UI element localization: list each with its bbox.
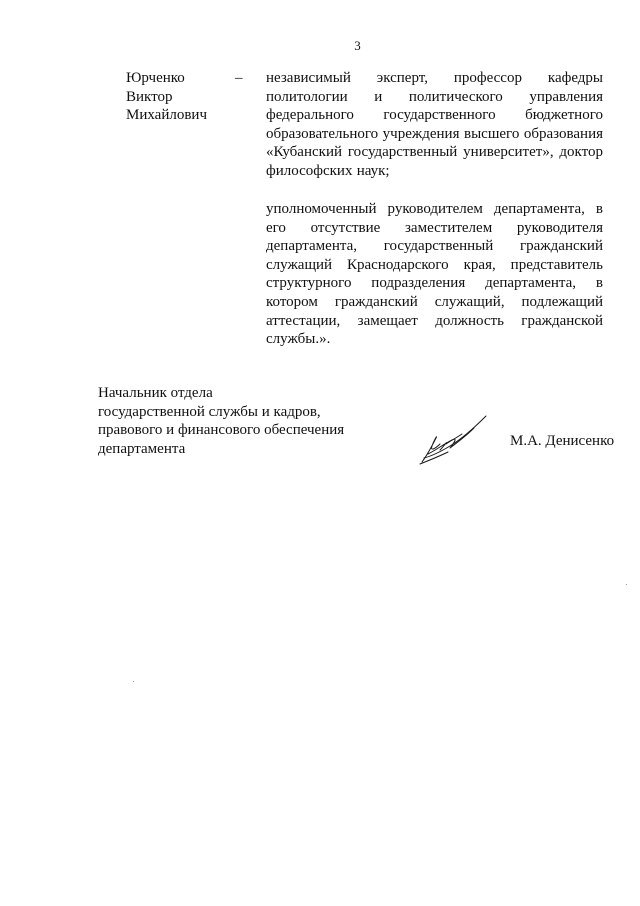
page-number: 3 [354,38,361,53]
signer-position-line: правового и финансового обеспечения [98,422,345,439]
scan-speck [133,681,134,682]
signer-position-line: Начальник отдела [98,385,213,401]
member-name [126,69,246,125]
signer-position-line: департамента [98,440,186,457]
signer-position-line: государственной службы и кадров, [98,403,321,420]
member-patronymic: Михайлович [126,107,207,124]
name-dash: – [235,70,243,86]
member-surname: Юрченко [126,70,185,86]
member-first-name: Виктор [126,88,173,105]
signer-position [98,384,398,458]
signer-name: М.А. Денисенко [510,433,615,449]
scan-speck [626,584,627,585]
handwritten-signature [410,410,502,470]
member-description-representative: уполномоченный руководителем департамента, в его отсутствие заместителем руководителя департамента, государственный гражданский служащий Краснодарского края, представитель структурного подразделения департамента, в котором гражданский служащий, подлежащий аттестации, замещает должность гражданской службы.». [266,201,603,348]
member-description-expert: независимый эксперт, профессор кафедры политологии и политического управления федерального государственного бюджетного образовательного учреждения высшего образования «Кубанский государственный университет», доктор философских наук; [266,70,603,179]
